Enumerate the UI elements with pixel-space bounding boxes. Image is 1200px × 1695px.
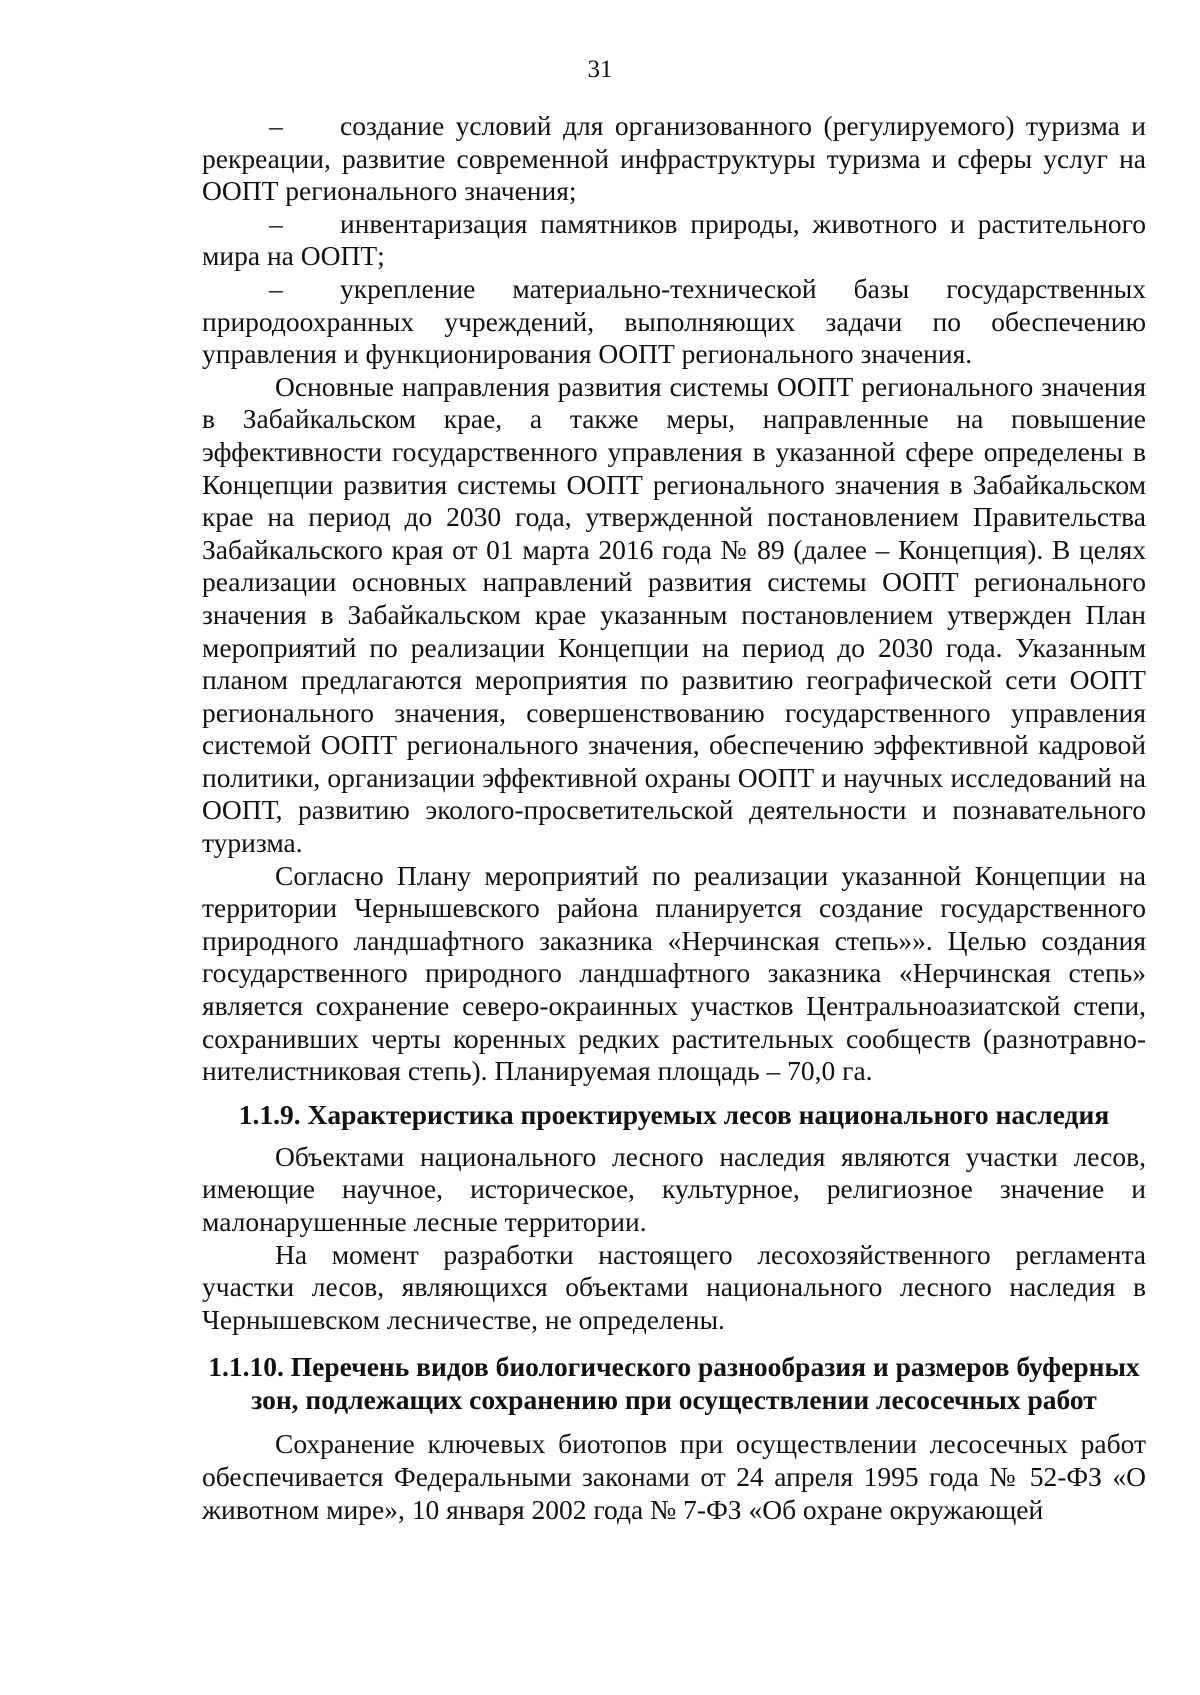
bullet-text: укрепление материально-технической базы государственных природоохранных учреждений, выполняющих задачи по обеспечению управления и функционирования ООПТ регионального значения. bbox=[202, 272, 1146, 370]
bullet-dash: – bbox=[269, 207, 283, 239]
section-heading-1-1-10: 1.1.10. Перечень видов биологического разнообразия и размеров буферных зон, подлежащих сохранению при осуществлении лесосечных работ bbox=[208, 1351, 1140, 1416]
paragraph-reserve: Согласно Плану мероприятий по реализации указанной Концепции на территории Чернышевского района планируется создание государственного природного ландшафтного заказника «Нерчинская степь»». Целью создания государственного природного ландшафтного заказника «Нерчинская степь» является сохранение северо-окраинных участков Центральноазиатской степи, сохранивших черты коренных редких растительных сообществ (разнотравно-нителистниковая степь). Планируемая площадь – 70,0 га. bbox=[202, 859, 1146, 1087]
bullet-item-inventory bbox=[202, 208, 1146, 273]
bullet-text: создание условий для организованного (регулируемого) туризма и рекреации, развитие современной инфраструктуры туризма и сферы услуг на ООПТ регионального значения; bbox=[202, 110, 1146, 207]
bullet-item-tourism bbox=[202, 110, 1146, 208]
page-content bbox=[202, 110, 1146, 1526]
bullet-item-infrastructure bbox=[202, 273, 1146, 371]
paragraph-concept: Основные направления развития системы ООПТ регионального значения в Забайкальском крае, а также меры, направленные на повышение эффективности государственного управления в указанной сфере определены в Концепции развития системы ООПТ регионального значения в Забайкальском крае на период до 2030 года, утвержденной постановлением Правительства Забайкальского края от 01 марта 2016 года № 89 (далее – Концепция). В целях реализации основных направлений развития системы ООПТ регионального значения в Забайкальском крае указанным постановлением утвержден План мероприятий по реализации Концепции на период до 2030 года. Указанным планом предлагаются мероприятия по развитию географической сети ООПТ регионального значения, совершенствованию государственного управления системой ООПТ регионального значения, обеспечению эффективной кадровой политики, организации эффективной охраны ООПТ и научных исследований на ООПТ, развитию эколого-просветительской деятельности и познавательного туризма. bbox=[202, 370, 1146, 859]
paragraph-heritage-objects: Объектами национального лесного наследия являются участки лесов, имеющие научное, историческое, культурное, религиозное значение и малонарушенные лесные территории. bbox=[202, 1140, 1146, 1237]
paragraph-biotopes: Сохранение ключевых биотопов при осуществлении лесосечных работ обеспечивается Федеральными законами от 24 апреля 1995 года № 52-ФЗ «О животном мире», 10 января 2002 года № 7-ФЗ «Об охране окружающей bbox=[202, 1428, 1146, 1525]
bullet-dash: – bbox=[269, 272, 283, 304]
paragraph-heritage-status: На момент разработки настоящего лесохозяйственного регламента участки лесов, являющихся объектами национального лесного наследия в Чернышевском лесничестве, не определены. bbox=[202, 1238, 1146, 1335]
bullet-dash: – bbox=[269, 110, 283, 141]
section-heading-1-1-9: 1.1.9. Характеристика проектируемых лесов национального наследия bbox=[238, 1098, 1110, 1130]
page-number: 31 bbox=[587, 56, 613, 83]
bullet-text: инвентаризация памятников природы, животного и растительного мира на ООПТ; bbox=[202, 207, 1146, 272]
